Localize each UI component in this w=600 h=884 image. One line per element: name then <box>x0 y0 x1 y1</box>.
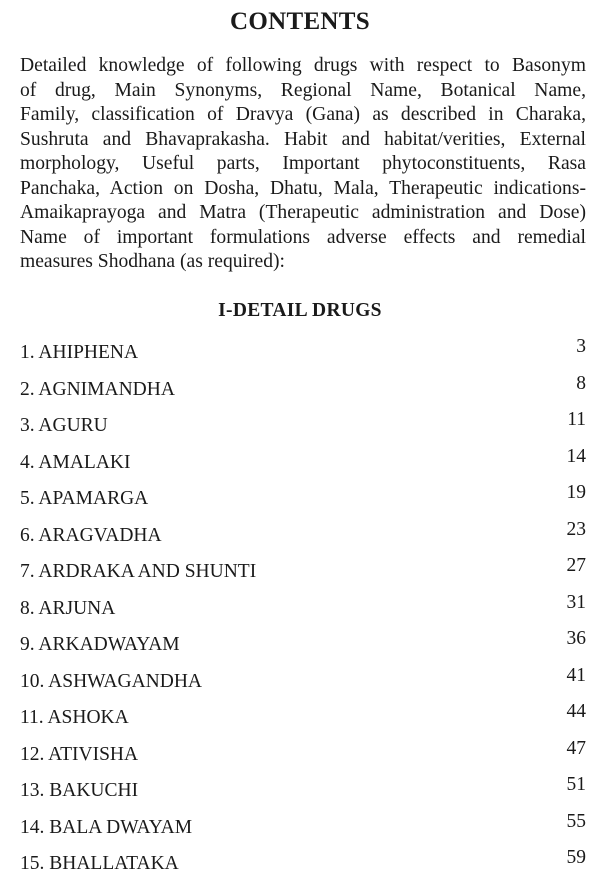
toc-entry <box>20 628 586 665</box>
intro-line: Amaikaprayoga and Matra (Therapeutic administration and Dose) <box>20 202 586 223</box>
toc-entry <box>20 847 586 884</box>
toc-entry <box>20 446 586 483</box>
toc-entry <box>20 665 586 702</box>
toc-entry-page: 27 <box>566 555 586 576</box>
toc-entry-title: 10. ASHWAGANDHA <box>20 670 203 692</box>
intro-line: Family, classification of Dravya (Gana) as described in Charaka, <box>20 104 586 125</box>
intro-line: Panchaka, Action on Dosha, Dhatu, Mala, Therapeutic indications- <box>20 177 586 199</box>
toc-entry-page: 19 <box>566 482 586 503</box>
toc-entry-title: 6. ARAGVADHA <box>20 524 162 546</box>
intro-line: Sushruta and Bhavaprakasha. Habit and habitat/verities, External <box>20 128 586 150</box>
toc-entry-page: 47 <box>566 737 586 759</box>
toc-entry-page: 11 <box>567 409 586 430</box>
toc-entry-title: 9. ARKADWAYAM <box>20 634 180 655</box>
toc-list <box>20 336 586 884</box>
toc-entry-title: 8. ARJUNA <box>20 597 116 619</box>
toc-entry-title: 11. ASHOKA <box>20 707 129 728</box>
toc-entry <box>20 701 586 738</box>
section-heading: I-DETAIL DRUGS <box>218 300 382 321</box>
toc-entry-page: 41 <box>566 664 586 686</box>
intro-line: of drug, Main Synonyms, Regional Name, Botanical Name, <box>20 79 586 101</box>
toc-entry-page: 44 <box>566 701 586 722</box>
toc-entry-page: 23 <box>566 518 586 540</box>
toc-entry <box>20 409 586 446</box>
intro-line: measures Shodhana (as required): <box>20 251 285 272</box>
toc-entry-page: 51 <box>566 774 586 795</box>
toc-entry-title: 5. APAMARGA <box>20 488 149 509</box>
toc-entry-page: 31 <box>566 591 586 613</box>
toc-entry <box>20 738 586 775</box>
intro-line: morphology, Useful parts, Important phytoconstituents, Rasa <box>20 153 586 174</box>
toc-entry-page: 59 <box>566 847 586 868</box>
toc-entry-title: 1. AHIPHENA <box>20 342 139 363</box>
intro-paragraph <box>20 54 586 275</box>
toc-entry-title: 14. BALA DWAYAM <box>20 816 193 838</box>
toc-entry <box>20 592 586 629</box>
toc-entry <box>20 774 586 811</box>
toc-entry-title: 12. ATIVISHA <box>20 743 139 765</box>
toc-entry-page: 14 <box>566 445 586 467</box>
toc-entry <box>20 811 586 848</box>
toc-entry-title: 3. AGURU <box>20 415 108 436</box>
page-title: CONTENTS <box>230 8 370 35</box>
toc-entry-page: 8 <box>576 372 586 394</box>
toc-entry <box>20 555 586 592</box>
toc-entry-title: 7. ARDRAKA AND SHUNTI <box>20 561 257 582</box>
toc-entry-title: 15. BHALLATAKA <box>20 853 179 874</box>
toc-entry-title: 13. BAKUCHI <box>20 780 139 801</box>
toc-entry-page: 3 <box>576 336 586 357</box>
intro-line: Detailed knowledge of following drugs with respect to Basonym <box>20 55 586 76</box>
toc-entry-page: 55 <box>566 810 586 832</box>
toc-entry-page: 36 <box>566 628 586 649</box>
toc-entry-title: 2. AGNIMANDHA <box>20 378 175 400</box>
toc-entry <box>20 336 586 373</box>
toc-entry <box>20 482 586 519</box>
toc-entry <box>20 373 586 410</box>
toc-entry-title: 4. AMALAKI <box>20 451 131 473</box>
toc-entry <box>20 519 586 556</box>
intro-line: Name of important formulations adverse effects and remedial <box>20 226 586 248</box>
